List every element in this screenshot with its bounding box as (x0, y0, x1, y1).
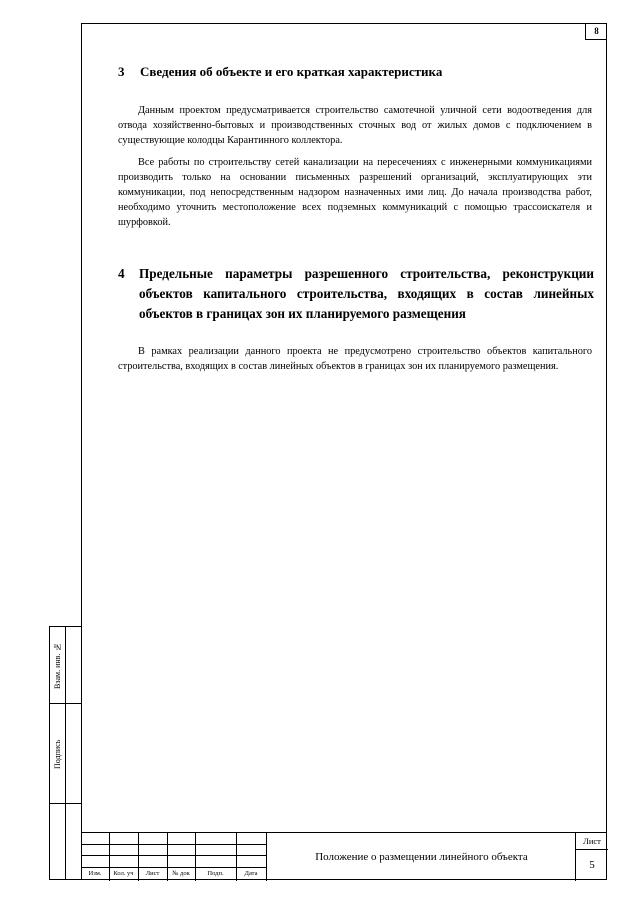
col-kol-uch: Кол. уч (113, 870, 134, 877)
section-3-paragraph-1 (118, 103, 592, 148)
side-label-replacement-inv: Взам. инв. № (53, 642, 62, 690)
title-block (81, 832, 607, 880)
side-stamp-empty (49, 804, 82, 880)
col-no-dok: № док (172, 870, 190, 877)
section-3-number: 3 (118, 64, 125, 79)
title-block-grid (81, 833, 266, 881)
sheet-box (575, 833, 608, 881)
sheet-number: 5 (589, 859, 595, 871)
page-frame (81, 23, 607, 880)
col-izm: Изм. (88, 870, 102, 877)
section-3-title: Сведения об объекте и его краткая характеристика (140, 64, 443, 79)
section-4-paragraph-1 (118, 344, 592, 374)
side-stamp-signature (49, 704, 82, 804)
side-label-signature: Подпись (53, 739, 62, 769)
section-3-paragraph-2-text: Все работы по строительству сетей канализации на пересечениях с инженерными коммуникациями производить только на основании письменных разрешений организаций, эксплуатирующих эти коммуникации, под непосредственным надзором назначенных ими лиц. До начала производства работ, необходимо уточнить местоположение всех подземных коммуникаций с помощью трассоискателя и шурфовкой. (118, 157, 592, 228)
section-3-paragraph-2 (118, 155, 592, 230)
col-list: Лист (145, 870, 160, 877)
document-title: Положение о размещении линейного объекта (266, 833, 576, 881)
section-3-heading (118, 64, 442, 80)
section-4-heading (118, 264, 594, 324)
section-4-paragraph-1-text: В рамках реализации данного проекта не предусмотрено строительство объектов капитального строительства, входящих в состав линейных объектов в границах зон их планируемого размещения. (118, 346, 592, 372)
section-4-number: 4 (118, 266, 125, 281)
page-number: 8 (585, 23, 607, 40)
sheet-label: Лист (576, 833, 608, 850)
section-3-paragraph-1-text: Данным проектом предусматривается строительство самотечной уличной сети водоотведения для отвода хозяйственно-бытовых и производственных сточных вод от жилых домов с подключением в существующие колодцы Карантинного коллектора. (118, 105, 592, 146)
section-4-title: Предельные параметры разрешенного строительства, реконструкции объектов капитального строительства, входящих в состав линейных объектов в границах зон их планируемого размещения (139, 266, 594, 321)
col-data: Дата (244, 870, 258, 877)
col-podp: Подп. (207, 870, 224, 877)
side-stamp-replacement-inv (49, 626, 82, 704)
